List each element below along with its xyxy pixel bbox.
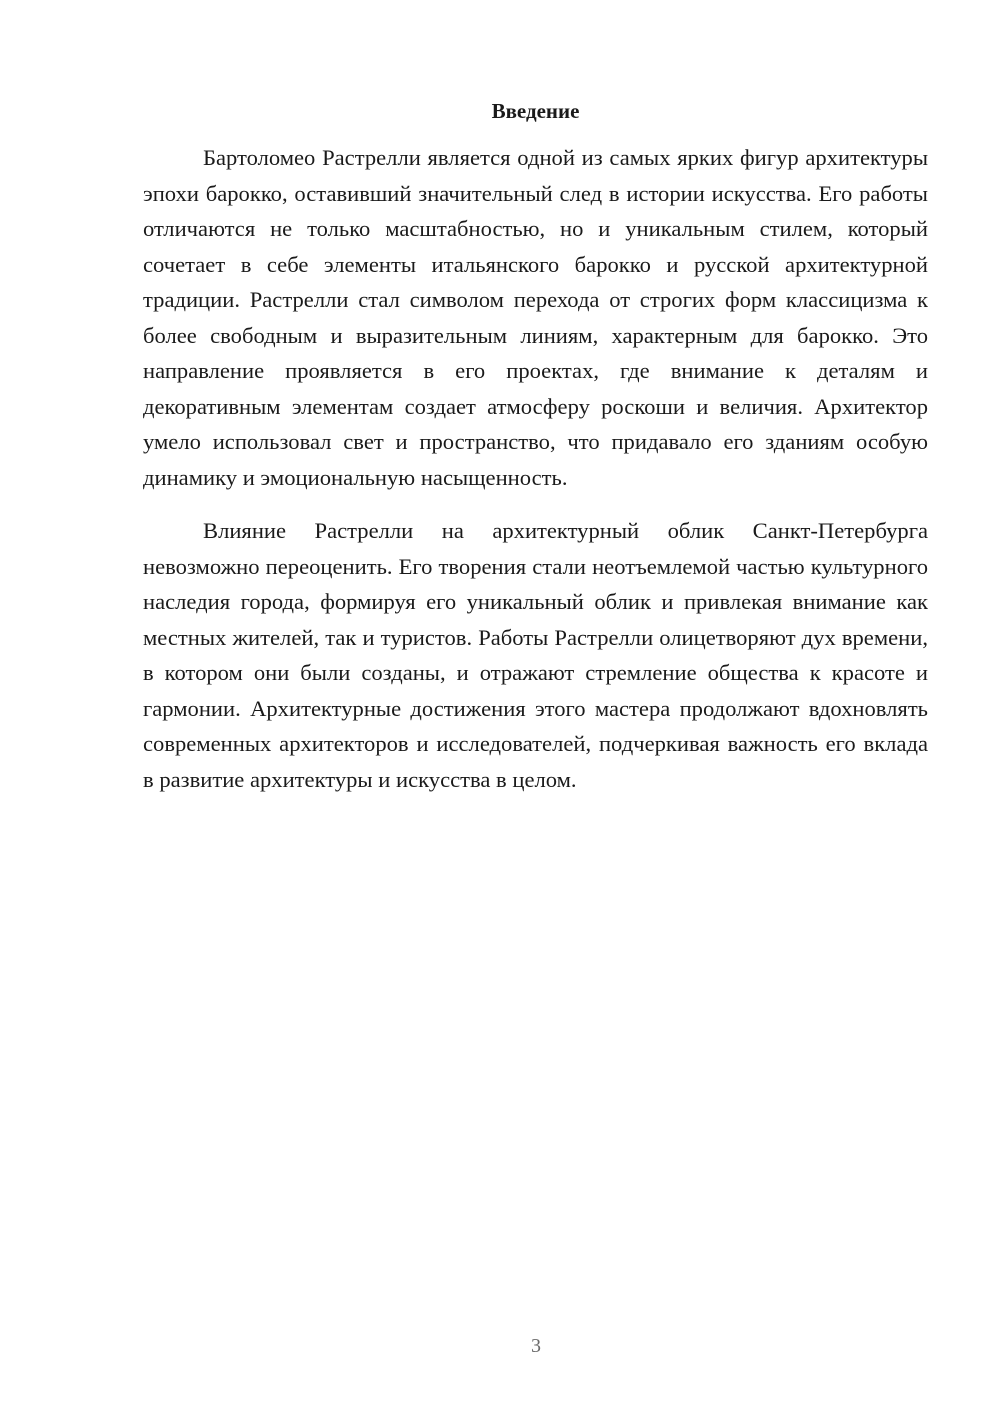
section-title: Введение bbox=[491, 99, 580, 123]
paragraph-2: Влияние Растрелли на архитектурный облик Санкт-Петербурга невозможно переоценить. Его творения стали неотъемлемой частью культурного наследия города, формируя его уникальный облик и привлекая внимание как местных жителей, так и туристов. Работы Растрелли олицетворяют дух времени, в котором они были созданы, и отражают стремление общества к красоте и гармонии. Архитектурные достижения этого мастера продолжают вдохновлять современных архитекторов и исследователей, подчеркивая важность его вклада в развитие архитектуры и искусства в целом. bbox=[143, 518, 928, 792]
page-number: 3 bbox=[531, 1335, 541, 1357]
page-content bbox=[143, 96, 928, 797]
paragraph-1: Бартоломео Растрелли является одной из самых ярких фигур архитектуры эпохи барокко, оставивший значительный след в истории искусства. Его работы отличаются не только масштабностью, но и уникальным стилем, который сочетает в себе элементы итальянского барокко и русской архитектурной традиции. Растрелли стал символом перехода от строгих форм классицизма к более свободным и выразительным линиям, характерным для барокко. Это направление проявляется в его проектах, где внимание к деталям и декоративным элементам создает атмосферу роскоши и величия. Архитектор умело использовал свет и пространство, что придавало его зданиям особую динамику и эмоциональную насыщенность. bbox=[143, 145, 928, 490]
